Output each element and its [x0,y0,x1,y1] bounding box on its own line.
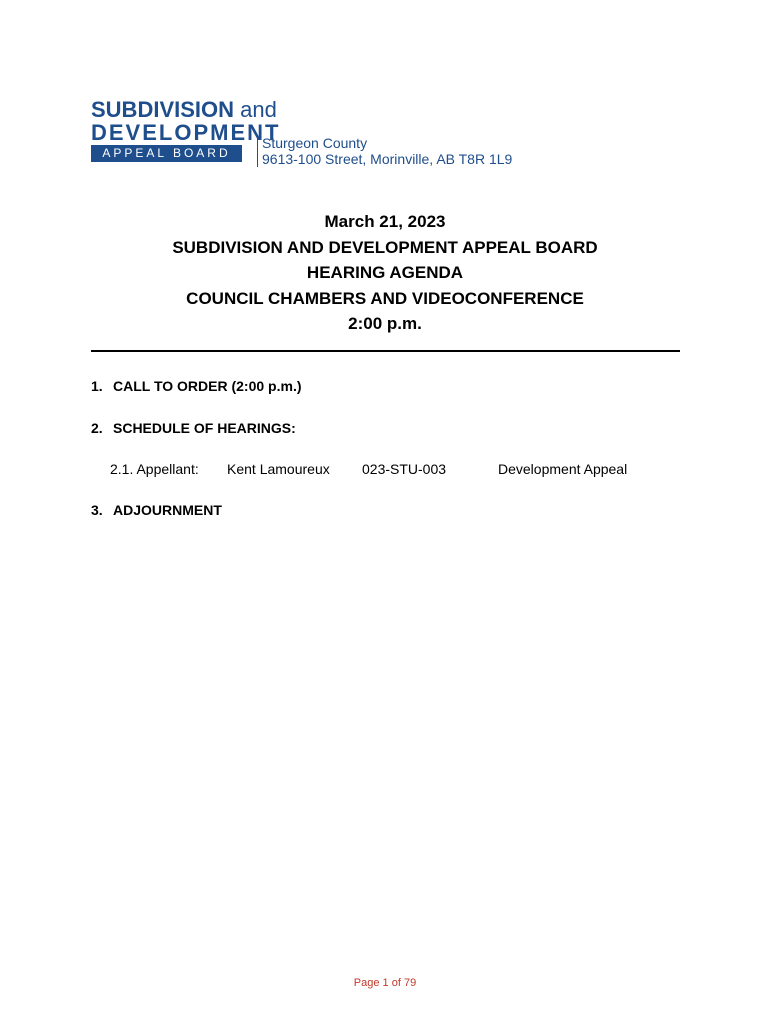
agenda-item-call-to-order [91,377,302,395]
logo-appeal-board-bar: APPEAL BOARD [91,145,242,162]
logo-and: and [240,97,277,122]
file-number: 023-STU-003 [362,461,447,477]
logo-development: DEVELOPMENT [91,120,281,145]
county-name: Sturgeon County [262,135,368,151]
heading-divider [91,350,680,352]
agenda-item-schedule [91,419,296,437]
hearing-label: 2.1. Appellant: [110,461,199,477]
sdab-logo [91,99,280,162]
meeting-location: COUNCIL CHAMBERS AND VIDEOCONFERENCE [186,288,584,308]
page-number: Page 1 of 79 [353,977,417,989]
agenda-heading [0,209,770,337]
item-number: 1. [91,378,103,394]
board-name: SUBDIVISION AND DEVELOPMENT APPEAL BOARD [172,237,598,257]
logo-line-1 [91,99,280,121]
item-text: CALL TO ORDER (2:00 p.m.) [113,378,302,394]
appeal-type: Development Appeal [498,461,628,477]
item-number: 2. [91,420,103,436]
meeting-date: March 21, 2023 [324,212,446,231]
county-address-block [257,135,512,167]
agenda-title: HEARING AGENDA [306,263,464,282]
agenda-item-adjournment [91,501,222,519]
meeting-time: 2:00 p.m. [348,314,422,333]
appellant-name: Kent Lamoureux [227,461,330,477]
logo-subdivision: SUBDIVISION [91,97,235,122]
item-number: 3. [91,502,103,518]
item-text: ADJOURNMENT [113,502,222,518]
item-text: SCHEDULE OF HEARINGS: [113,420,296,436]
county-street: 9613-100 Street, Morinville, AB T8R 1L9 [262,151,513,167]
